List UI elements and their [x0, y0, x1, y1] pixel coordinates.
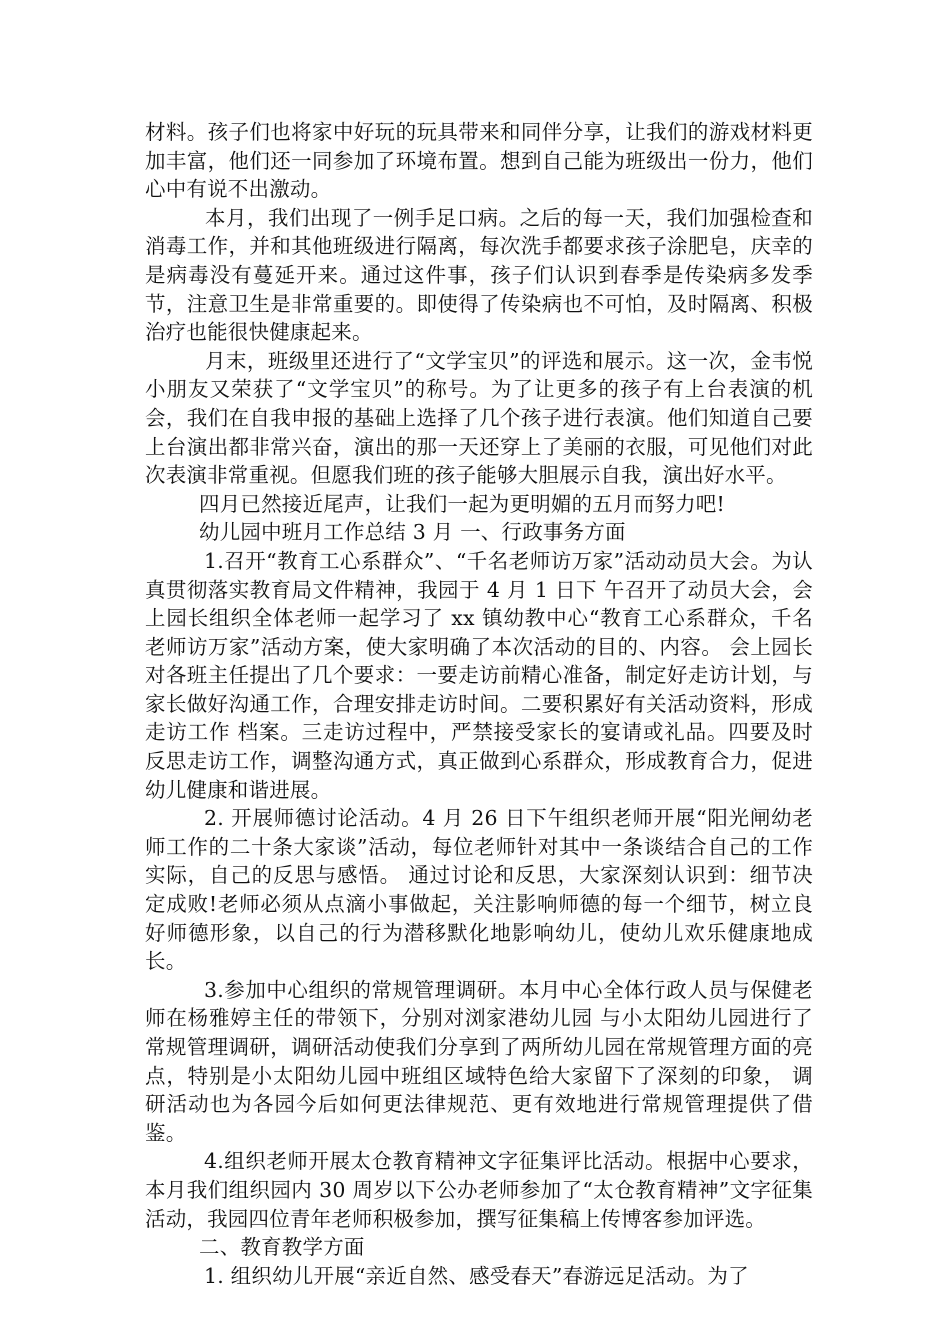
section-heading-teaching: 二、教育教学方面: [199, 1235, 365, 1260]
paragraph-item-1-meeting: 1.召开“教育工心系群众”、“千名老师访万家”活动动员大会。为认真贯彻落实教育局文件精神，我园于 4 月 1 日下 午召开了动员大会，会上园长组织全体老师一起学习了 xx 镇幼教中心“教育工心系群众，千名老师访万家”活动方案，使大家明确了本次活动的目的、内容。 会上园长对各班主任提出了几个要求：一要走访前精心准备，制定好走访计划，与家长做好沟通工作，合理安排走访时间。二要积累好有关活动资料，形成走访工作 档案。三走访过程中，严禁接受家长的宴请或礼品。四要及时反思走访工作，调整沟通方式，真正做到心系群众，形成教育合力，促进幼儿健康和谐进展。: [145, 548, 813, 802]
paragraph-materials: 材料。孩子们也将家中好玩的玩具带来和同伴分享，让我们的游戏材料更加丰富，他们还一同参加了环境布置。想到自己能为班级出一份力，他们心中有说不出激动。: [145, 120, 813, 202]
paragraph-literature-baby: 月末，班级里还进行了“文学宝贝”的评选和展示。这一次，金韦悦小朋友又荣获了“文学宝贝”的称号。为了让更多的孩子有上台表演的机会，我们在自我申报的基础上选择了几个孩子进行表演。他们知道自己要上台演出都非常兴奋，演出的那一天还穿上了美丽的衣服，可见他们对此次表演非常重视。但愿我们班的孩子能够大胆展示自我，演出好水平。: [145, 348, 813, 488]
document-body: [145, 118, 813, 1290]
paragraph-item-4-essay: 4.组织老师开展太仓教育精神文字征集评比活动。根据中心要求，本月我们组织园内 30 周岁以下公办老师参加了“太仓教育精神”文字征集活动，我园四位青年老师积极参加，撰写征集稿上传博客参加评选。: [145, 1149, 813, 1231]
section-heading-admin: 幼儿园中班月工作总结 3 月 一、行政事务方面: [199, 520, 626, 545]
paragraph-item-3-research: 3.参加中心组织的常规管理调研。本月中心全体行政人员与保健老师在杨雅婷主任的带领下，分别对浏家港幼儿园 与小太阳幼儿园进行了常规管理调研，调研活动使我们分享到了两所幼儿园在常规管理方面的亮点，特别是小太阳幼儿园中班组区域特色给大家留下了深刻的印象， 调研活动也为各园今后如何更法律规范、更有效地进行常规管理提供了借鉴。: [145, 977, 813, 1145]
paragraph-teaching-item-1: 1. 组织幼儿开展“亲近自然、感受春天”春游远足活动。为了: [204, 1263, 749, 1288]
paragraph-hand-foot-mouth: 本月，我们出现了一例手足口病。之后的每一天，我们加强检查和消毒工作，并和其他班级进行隔离，每次洗手都要求孩子涂肥皂，庆幸的是病毒没有蔓延开来。通过这件事，孩子们认识到春季是传染病多发季节，注意卫生是非常重要的。即使得了传染病也不可怕，及时隔离、积极治疗也能很快健康起来。: [145, 205, 813, 345]
paragraph-april-ending: 四月已然接近尾声，让我们一起为更明媚的五月而努力吧!: [199, 491, 725, 516]
paragraph-item-2-ethics: 2. 开展师德讨论活动。4 月 26 日下午组织老师开展“阳光闸幼老师工作的二十条大家谈”活动，每位老师针对其中一条谈结合自己的工作实际，自己的反思与感悟。 通过讨论和反思，大家深刻认识到：细节决定成败!老师必须从点滴小事做起，关注影响师德的每一个细节，树立良好师德形象，以自己的行为潜移默化地影响幼儿，使幼儿欢乐健康地成长。: [145, 806, 813, 974]
